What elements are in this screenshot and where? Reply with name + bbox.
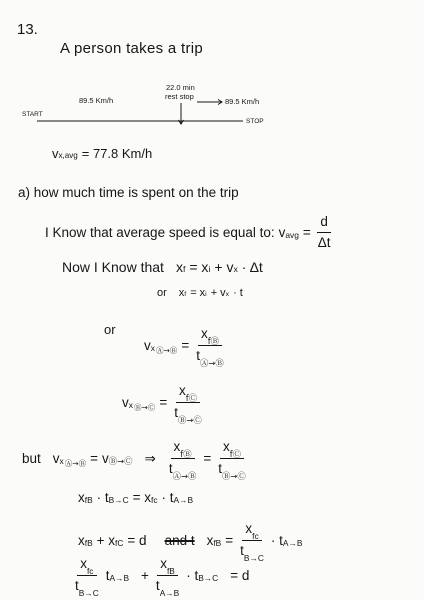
velocity-symbol: v	[102, 451, 109, 467]
average-velocity-value: = 77.8 Km/h	[81, 146, 153, 161]
position-symbol: x	[78, 533, 85, 549]
position-symbol: x	[178, 383, 186, 398]
time-subscript: A→B	[282, 538, 303, 549]
position-subscript: fB	[213, 538, 222, 549]
given-average-velocity	[52, 146, 152, 161]
time-symbol: t	[218, 461, 222, 477]
position-symbol: x	[200, 326, 208, 341]
plus-sign: +	[141, 568, 149, 584]
position-subscript: fC	[115, 538, 124, 549]
segment-subscript: Ⓑ→Ⓒ	[108, 456, 133, 467]
time-symbol: t	[75, 578, 79, 594]
fraction-numerator	[176, 383, 200, 403]
equals-sign: =	[181, 338, 190, 354]
position-symbol: x	[160, 556, 167, 571]
velocity-symbol: v	[122, 395, 129, 411]
speed-symbol: v	[278, 224, 286, 240]
equals-sign: =	[225, 533, 234, 549]
time-symbol: t	[240, 543, 244, 559]
position-statement: Now I Know that	[62, 259, 164, 275]
position-equation-alt-line	[157, 287, 243, 299]
time-subscript: A→B	[173, 494, 194, 505]
velocity-subscript: x	[128, 400, 133, 411]
time-symbol: t	[105, 568, 110, 584]
direction-arrow-icon	[197, 100, 222, 105]
equals-distance: = d	[127, 533, 147, 549]
position-over-time-fraction	[237, 521, 267, 564]
time-subscript: Ⓑ→Ⓒ	[178, 415, 202, 426]
equals-distance: = d	[230, 568, 250, 584]
segment-subscript: Ⓑ→Ⓒ	[133, 403, 156, 413]
but-label: but	[22, 451, 41, 467]
fraction-numerator	[77, 556, 96, 576]
fraction-numerator	[242, 521, 261, 541]
time-subscript: B→C	[198, 573, 219, 584]
final-position-subscript: f	[182, 264, 186, 275]
fraction-numerator: d	[317, 214, 331, 233]
stop-label: STOP	[246, 118, 264, 125]
position-subscript: fB	[84, 538, 93, 549]
speed-subscript: avg	[285, 229, 299, 240]
position-symbol: x	[173, 439, 181, 454]
time-subscript: Ⓐ→Ⓑ	[200, 358, 224, 369]
or-label: or	[104, 322, 116, 337]
velocity-subscript: x	[59, 456, 64, 467]
times-time: · t	[96, 490, 109, 505]
times-time: · t	[161, 490, 174, 505]
start-label: START	[22, 111, 43, 118]
time-subscript: B→C	[108, 494, 129, 505]
initial-position-subscript: i	[208, 264, 211, 275]
velocity-a-to-b-line	[144, 326, 231, 369]
rest-stop-marker-icon	[179, 103, 184, 124]
plus-velocity: + v	[214, 259, 234, 275]
equals-sign: =	[90, 451, 99, 467]
segment-subscript: Ⓐ→Ⓑ	[155, 346, 178, 356]
final-position-subscript: f	[184, 290, 187, 298]
speed-before-label: 89.5 Km/h	[79, 96, 114, 105]
times-delta-t: · Δt	[241, 259, 263, 275]
time-symbol: t	[168, 461, 173, 477]
time-subscript: B→C	[243, 553, 264, 564]
velocity-subscript: x	[225, 290, 230, 298]
fraction-numerator	[157, 556, 178, 576]
equals-sign: =	[302, 224, 311, 240]
position-subscript: fⒸ	[185, 393, 198, 404]
or-label: or	[157, 287, 167, 299]
equal-speeds-line	[22, 439, 253, 482]
time-symbol: t	[196, 348, 201, 364]
rest-stop-label: rest stop	[165, 92, 194, 101]
position-subscript: fc	[86, 566, 94, 577]
struck-text: and t	[164, 533, 195, 549]
problem-number: 13.	[17, 21, 38, 38]
equals-sign: =	[203, 451, 212, 467]
velocity-subscript: x	[150, 343, 155, 354]
speed-after-label: 89.5 Km/h	[225, 97, 260, 106]
position-over-time-fraction	[193, 326, 227, 369]
fraction-denominator: Δt	[317, 234, 331, 250]
time-subscript: Ⓐ→Ⓑ	[172, 471, 197, 482]
rest-time-label: 22.0 min	[166, 83, 195, 92]
position-subscript: fB	[166, 566, 175, 577]
position-subscript: fⒷ	[180, 449, 192, 460]
position-subscript: fⒷ	[207, 336, 220, 347]
time-subscript: Ⓑ→Ⓒ	[221, 471, 246, 482]
plus-position: + x	[96, 533, 116, 549]
fraction-denominator	[193, 346, 227, 369]
fraction-numerator	[171, 439, 195, 459]
sum-line	[78, 521, 303, 564]
position-over-time-fraction	[166, 439, 200, 482]
fraction-denominator	[153, 576, 182, 599]
initial-position-subscript: i	[205, 290, 207, 298]
average-speed-line	[45, 214, 338, 250]
velocity-symbol: v	[52, 146, 59, 161]
time-subscript: B→C	[78, 588, 99, 599]
problem-title: A person takes a trip	[60, 40, 204, 57]
trip-diagram	[0, 78, 280, 133]
position-over-time-fraction	[171, 383, 205, 426]
time-symbol: t	[155, 578, 160, 594]
equals-initial-position: = x	[189, 259, 209, 275]
fraction-numerator	[198, 326, 222, 346]
distance-over-time-fraction	[315, 214, 334, 250]
position-subscript: fB	[84, 494, 93, 505]
final-position-symbol: x	[178, 287, 185, 299]
velocity-subscript: x	[233, 264, 238, 275]
average-speed-statement: I Know that average speed is equal to:	[45, 224, 275, 240]
cross-multiply-line	[78, 490, 193, 505]
position-subscript: fⒸ	[229, 449, 241, 460]
fraction-denominator	[171, 403, 205, 426]
position-subscript: fc	[252, 531, 259, 542]
velocity-symbol: v	[52, 451, 60, 467]
final-equation-line	[72, 556, 250, 599]
velocity-subscript: x,avg	[58, 151, 78, 161]
final-position-symbol: x	[175, 259, 183, 275]
position-symbol: x	[80, 556, 87, 571]
time-subscript: A→B	[109, 573, 130, 584]
segment-subscript: Ⓐ→Ⓑ	[64, 459, 87, 469]
position-symbol: x	[222, 439, 230, 454]
position-symbol: x	[206, 533, 214, 549]
time-subscript: A→B	[159, 588, 180, 599]
times-time: · t	[270, 533, 283, 549]
plus-velocity: + v	[210, 287, 226, 299]
implies-arrow: ⇒	[144, 450, 156, 466]
position-symbol: x	[245, 521, 253, 536]
position-over-time-fraction	[215, 439, 249, 482]
position-over-time-fraction	[72, 556, 102, 599]
position-subscript: fc	[151, 494, 158, 505]
fraction-numerator	[220, 439, 244, 459]
position-symbol: x	[78, 490, 85, 505]
fraction-denominator	[166, 459, 200, 482]
velocity-b-to-c-line	[122, 383, 209, 426]
fraction-denominator	[215, 459, 249, 482]
question-a: a) how much time is spent on the trip	[18, 185, 239, 200]
position-equation-line	[62, 259, 263, 275]
fraction-denominator	[72, 576, 102, 599]
times-time: · t	[186, 568, 199, 584]
equals-position: = x	[132, 490, 152, 505]
times-t: · t	[233, 287, 243, 299]
time-symbol: t	[174, 405, 179, 421]
equals-initial-position: = x	[190, 287, 206, 299]
equals-sign: =	[159, 395, 168, 411]
velocity-symbol: v	[144, 338, 151, 354]
position-over-time-fraction	[153, 556, 182, 599]
